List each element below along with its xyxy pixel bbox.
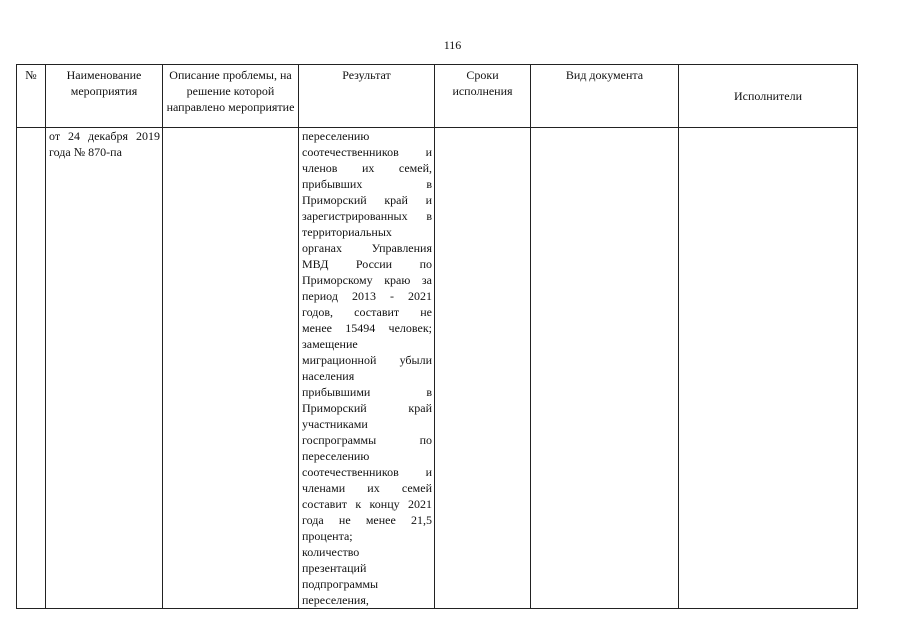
result-line: территориальных (302, 225, 392, 239)
result-line: госпрограммы по (302, 433, 432, 447)
result-line: органах Управления (302, 241, 432, 255)
result-line: переселения, (302, 593, 369, 607)
result-line: переселению (302, 449, 370, 463)
cell-result-text (299, 128, 434, 608)
header-number: № (17, 65, 46, 128)
result-line: прибывшими в (302, 385, 432, 399)
result-line: презентаций (302, 561, 367, 575)
cell-executors (679, 128, 858, 609)
header-problem: Описание проблемы, на решение которой направлено мероприятие (163, 65, 299, 128)
result-line: количество (302, 545, 360, 559)
result-line: населения (302, 369, 355, 383)
result-line: период 2013 - 2021 (302, 289, 432, 303)
result-line: членами их семей (302, 481, 432, 495)
cell-result (299, 128, 435, 609)
cell-problem (163, 128, 299, 609)
result-line: менее 15494 человек; (302, 321, 432, 335)
result-line: Приморский край (302, 401, 432, 415)
header-result: Результат (299, 65, 435, 128)
result-line: зарегистрированных в (302, 209, 432, 223)
cell-name-text: от 24 декабря 2019 года № 870-па (49, 129, 160, 159)
result-line: миграционной убыли (302, 353, 432, 367)
cell-doc-type (531, 128, 679, 609)
page-number: 116 (443, 38, 462, 52)
result-line: переселению (302, 129, 370, 143)
header-name: Наименование мероприятия (46, 65, 163, 128)
result-line: замещение (302, 337, 358, 351)
result-line: соотечественников и (302, 465, 432, 479)
cell-number (17, 128, 46, 609)
table-row (17, 128, 858, 609)
result-line: процента; (302, 529, 353, 543)
result-line: прибывших в (302, 177, 432, 191)
result-line: Приморскому краю за (302, 273, 432, 287)
result-line: МВД России по (302, 257, 432, 271)
cell-deadline (435, 128, 531, 609)
measures-table (16, 64, 858, 609)
result-line: подпрограммы (302, 577, 379, 591)
result-line: соотечественников и (302, 145, 432, 159)
result-line: членов их семей, (302, 161, 432, 175)
result-line: года не менее 21,5 (302, 513, 432, 527)
header-executors: Исполнители (679, 65, 858, 128)
cell-name (46, 128, 163, 609)
result-line: составит к концу 2021 (302, 497, 432, 511)
header-deadline: Сроки исполнения (435, 65, 531, 128)
result-line: годов, составит не (302, 305, 432, 319)
table-header-row (17, 65, 858, 128)
result-line: участниками (302, 417, 368, 431)
result-line: Приморский край и (302, 193, 432, 207)
header-doc-type: Вид документа (531, 65, 679, 128)
